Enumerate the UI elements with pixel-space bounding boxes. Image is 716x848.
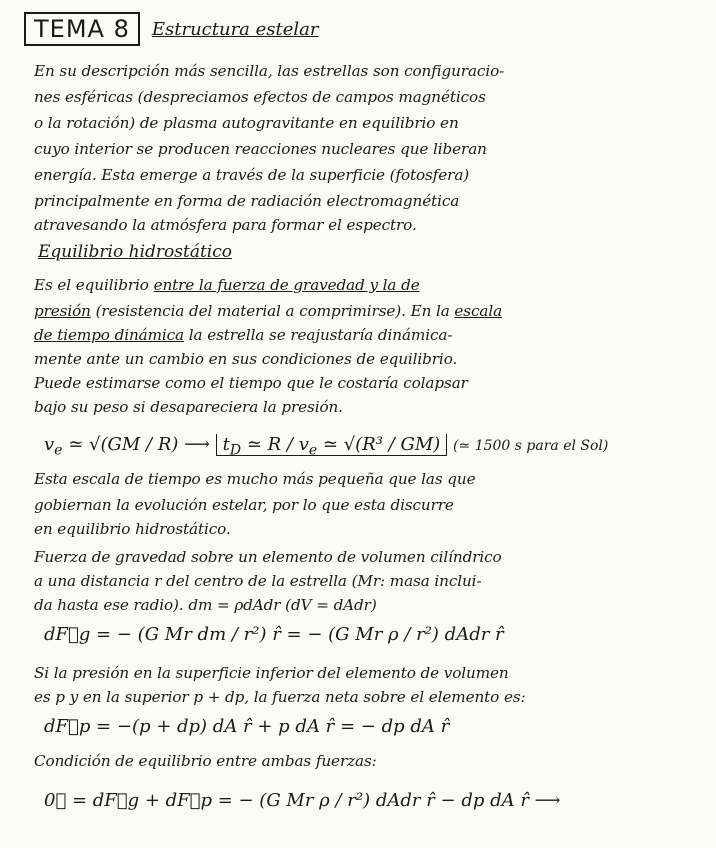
page-title: Estructura estelar: [151, 18, 319, 40]
para5-line: Condición de equilibrio entre ambas fuerzas:: [34, 752, 377, 770]
equation-dynamic-time: $v_e$ ≃ √(GM / R) ⟶ $t_D$ ≃ R / $v_e$ ≃ √(R³ / GM) (≃ 1500 s para el Sol): [44, 434, 609, 459]
equation-equilibrium: 0⃗ = dF⃗g + dF⃗p = − (G Mr ρ / r²) dAdr r̂ − dp dA r̂ ⟶: [44, 790, 561, 811]
para1-line: bajo su peso si desapareciera la presión.: [34, 398, 343, 416]
para2-line: en equilibrio hidrostático.: [34, 520, 231, 538]
para1-line: [34, 276, 710, 294]
para1-line: mente ante un cambio en sus condiciones de equilibrio.: [34, 350, 458, 368]
para4-line: es p y en la superior p + dp, la fuerza neta sobre el elemento es:: [34, 688, 526, 706]
equation-note: (≃ 1500 s para el Sol): [453, 438, 609, 454]
para1-text: (resistencia del material a comprimirse). En la: [90, 302, 455, 320]
para1-line: Puede estimarse como el tiempo que le costaría colapsar: [34, 374, 468, 392]
intro-line: energía. Esta emerge a través de la superficie (fotosfera): [34, 166, 470, 184]
para1-underlined: entre la fuerza de gravedad y la de: [153, 276, 420, 294]
para3-line: Fuerza de gravedad sobre un elemento de volumen cilíndrico: [34, 548, 502, 566]
intro-line: cuyo interior se producen reacciones nucleares que liberan: [34, 140, 487, 158]
para1-underlined: de tiempo dinámica: [34, 326, 185, 344]
intro-line: o la rotación) de plasma autogravitante en equilibrio en: [34, 114, 459, 132]
section-title: Equilibrio hidrostático: [38, 242, 232, 262]
para3-line: a una distancia r del centro de la estrella (Mr: masa inclui-: [34, 572, 482, 590]
para1-underlined: escala: [454, 302, 503, 320]
intro-line: atravesando la atmósfera para formar el espectro.: [34, 216, 417, 234]
header: [24, 12, 319, 46]
para2-line: Esta escala de tiempo es mucho más pequeña que las que: [34, 470, 476, 488]
intro-line: En su descripción más sencilla, las estrellas son configuracio-: [34, 62, 505, 80]
para2-line: gobiernan la evolución estelar, por lo que esta discurre: [34, 496, 454, 514]
para3-line: da hasta ese radio). dm = ρdAdr (dV = dAdr): [34, 596, 377, 614]
para1-text: la estrella se reajustaría dinámica-: [184, 326, 453, 344]
tema-label: TEMA 8: [24, 12, 140, 46]
intro-line: nes esféricas (despreciamos efectos de campos magnéticos: [34, 88, 486, 106]
equation-gravity-force: dF⃗g = − (G Mr dm / r²) r̂ = − (G Mr ρ / r²) dAdr r̂: [44, 624, 504, 645]
para1-line: [34, 302, 710, 320]
boxed-equation: $t_D$ ≃ R / $v_e$ ≃ √(R³ / GM): [216, 434, 448, 456]
para4-line: Si la presión en la superficie inferior del elemento de volumen: [34, 664, 509, 682]
para1-underlined: presión: [34, 302, 91, 320]
para1-text: Es el equilibrio: [34, 276, 154, 294]
equation-pressure-force: dF⃗p = −(p + dp) dA r̂ + p dA r̂ = − dp dA r̂: [44, 716, 450, 737]
intro-line: principalmente en forma de radiación electromagnética: [34, 192, 460, 210]
para1-line: [34, 326, 710, 344]
